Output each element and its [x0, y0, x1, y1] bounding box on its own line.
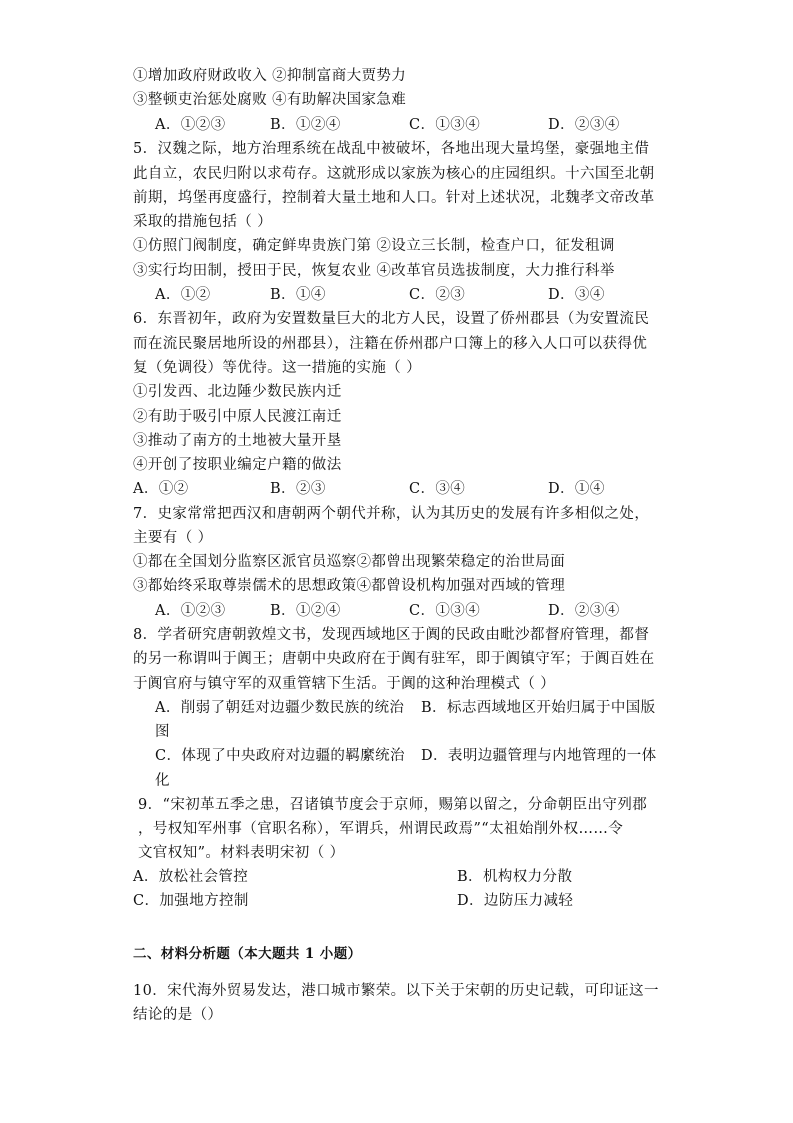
- q8-option-d: D．表明边疆管理与内地管理的一体: [421, 748, 657, 764]
- q5-option-a: A．①②: [155, 287, 211, 303]
- q9-stem-line-1: 9．“宋初革五季之患，召诸镇节度会于京师，赐第以留之，分命朝臣出守列郡: [138, 797, 648, 813]
- q7-option-c: C．①③④: [409, 603, 481, 619]
- q6-statement-1: ①引发西、北边陲少数民族内迁: [133, 384, 342, 400]
- q4-option-a: A．①②③: [155, 117, 226, 133]
- q5-stem-line-1: 5．汉魏之际，地方治理系统在战乱中被破坏，各地出现大量坞堡，豪强地主借: [133, 141, 650, 157]
- q9-stem-line-3: 文官权知”。材料表明宋初（ ）: [138, 845, 345, 861]
- q7-option-a: A．①②③: [155, 603, 226, 619]
- q8-option-d-continued: 化: [155, 773, 170, 789]
- q6-option-b: B．②③: [270, 481, 326, 497]
- q6-stem-line-1: 6．东晋初年，政府为安置数量巨大的北方人民，设置了侨州郡县（为安置流民: [133, 311, 650, 327]
- q6-option-a: A．①②: [133, 481, 189, 497]
- q4-option-d: D．②③④: [548, 117, 620, 133]
- q8-option-a: A．削弱了朝廷对边疆少数民族的统治: [155, 700, 405, 716]
- q4-statement-line-2: ③整顿吏治惩处腐败 ④有助解决国家急难: [133, 92, 407, 108]
- q5-statement-line-1: ①仿照门阀制度，确定鲜卑贵族门第 ②设立三长制，检查户口，征发租调: [133, 238, 615, 254]
- q8-stem-line-1: 8．学者研究唐朝敦煌文书，发现西域地区于阗的民政由毗沙都督府管理，都督: [133, 627, 650, 643]
- q5-stem-line-3: 前期，坞堡再度盛行，控制着大量土地和人口。针对上述状况，北魏孝文帝改革: [133, 190, 655, 206]
- q7-option-d: D．②③④: [548, 603, 620, 619]
- q10-stem-line-2: 结论的是（）: [133, 1007, 223, 1023]
- q6-stem-line-2: 而在流民聚居地所设的州郡县），注籍在侨州郡户口簿上的移入人口可以获得优: [133, 336, 648, 352]
- q5-stem-line-2: 此自立，农民归附以求苟存。这就形成以家族为核心的庄园组织。十六国至北朝: [133, 166, 655, 182]
- q7-stem-line-2: 主要有（ ）: [133, 530, 213, 546]
- q5-option-b: B．①④: [270, 287, 326, 303]
- q6-statement-2: ②有助于吸引中原人民渡江南迁: [133, 409, 342, 425]
- q8-option-b-continued: 图: [155, 724, 170, 740]
- q6-option-c: C．③④: [409, 481, 466, 497]
- q10-stem-line-1: 10．宋代海外贸易发达，港口城市繁荣。以下关于宋朝的历史记载，可印证这一: [133, 983, 659, 999]
- q8-option-c: C．体现了中央政府对边疆的羁縻统治: [155, 748, 405, 764]
- q7-statement-line-2: ③都始终采取尊崇儒术的思想政策④都曾设机构加强对西域的管理: [133, 578, 566, 594]
- q6-statement-4: ④开创了按职业编定户籍的做法: [133, 457, 342, 473]
- q8-stem-line-3: 于阗官府与镇守军的双重管辖下生活。于阗的这种治理模式（ ）: [133, 676, 556, 692]
- q5-option-d: D．③④: [548, 287, 605, 303]
- q4-option-c: C．①③④: [409, 117, 481, 133]
- q4-option-b: B．①②④: [270, 117, 341, 133]
- q8-option-b: B．标志西域地区开始归属于中国版: [421, 700, 656, 716]
- section-2-title: 二、材料分析题（本大题共 1 小题）: [133, 946, 362, 962]
- q5-statement-line-2: ③实行均田制，授田于民，恢复农业 ④改革官员选拔制度，大力推行科举: [133, 263, 615, 279]
- q6-statement-3: ③推动了南方的土地被大量开垦: [133, 433, 342, 449]
- q8-stem-line-2: 的另一称谓叫于阗王；唐朝中央政府在于阗有驻军，即于阗镇守军；于阗百姓在: [133, 651, 655, 667]
- q9-option-a: A．放松社会管控: [133, 869, 249, 885]
- q7-statement-line-1: ①都在全国划分监察区派官员巡察②都曾出现繁荣稳定的治世局面: [133, 554, 566, 570]
- q9-stem-line-2: ，号权知军州事（官职名称），军谓兵，州谓民政焉”“太祖始削外权……令: [138, 821, 624, 837]
- q9-option-c: C．加强地方控制: [133, 893, 249, 909]
- q9-option-d: D．边防压力减轻: [457, 893, 574, 909]
- q5-stem-line-4: 采取的措施包括（ ）: [133, 214, 273, 230]
- q7-option-b: B．①②④: [270, 603, 341, 619]
- q6-stem-line-3: 复（免调役）等优待。这一措施的实施（ ）: [133, 360, 422, 376]
- q9-option-b: B．机构权力分散: [457, 869, 573, 885]
- q5-option-c: C．②③: [409, 287, 466, 303]
- q6-option-d: D．①④: [548, 481, 605, 497]
- q7-stem-line-1: 7．史家常常把西汉和唐朝两个朝代并称，认为其历史的发展有许多相似之处，: [133, 506, 650, 522]
- q4-statement-line-1: ①增加政府财政收入 ②抑制富商大贾势力: [133, 68, 407, 84]
